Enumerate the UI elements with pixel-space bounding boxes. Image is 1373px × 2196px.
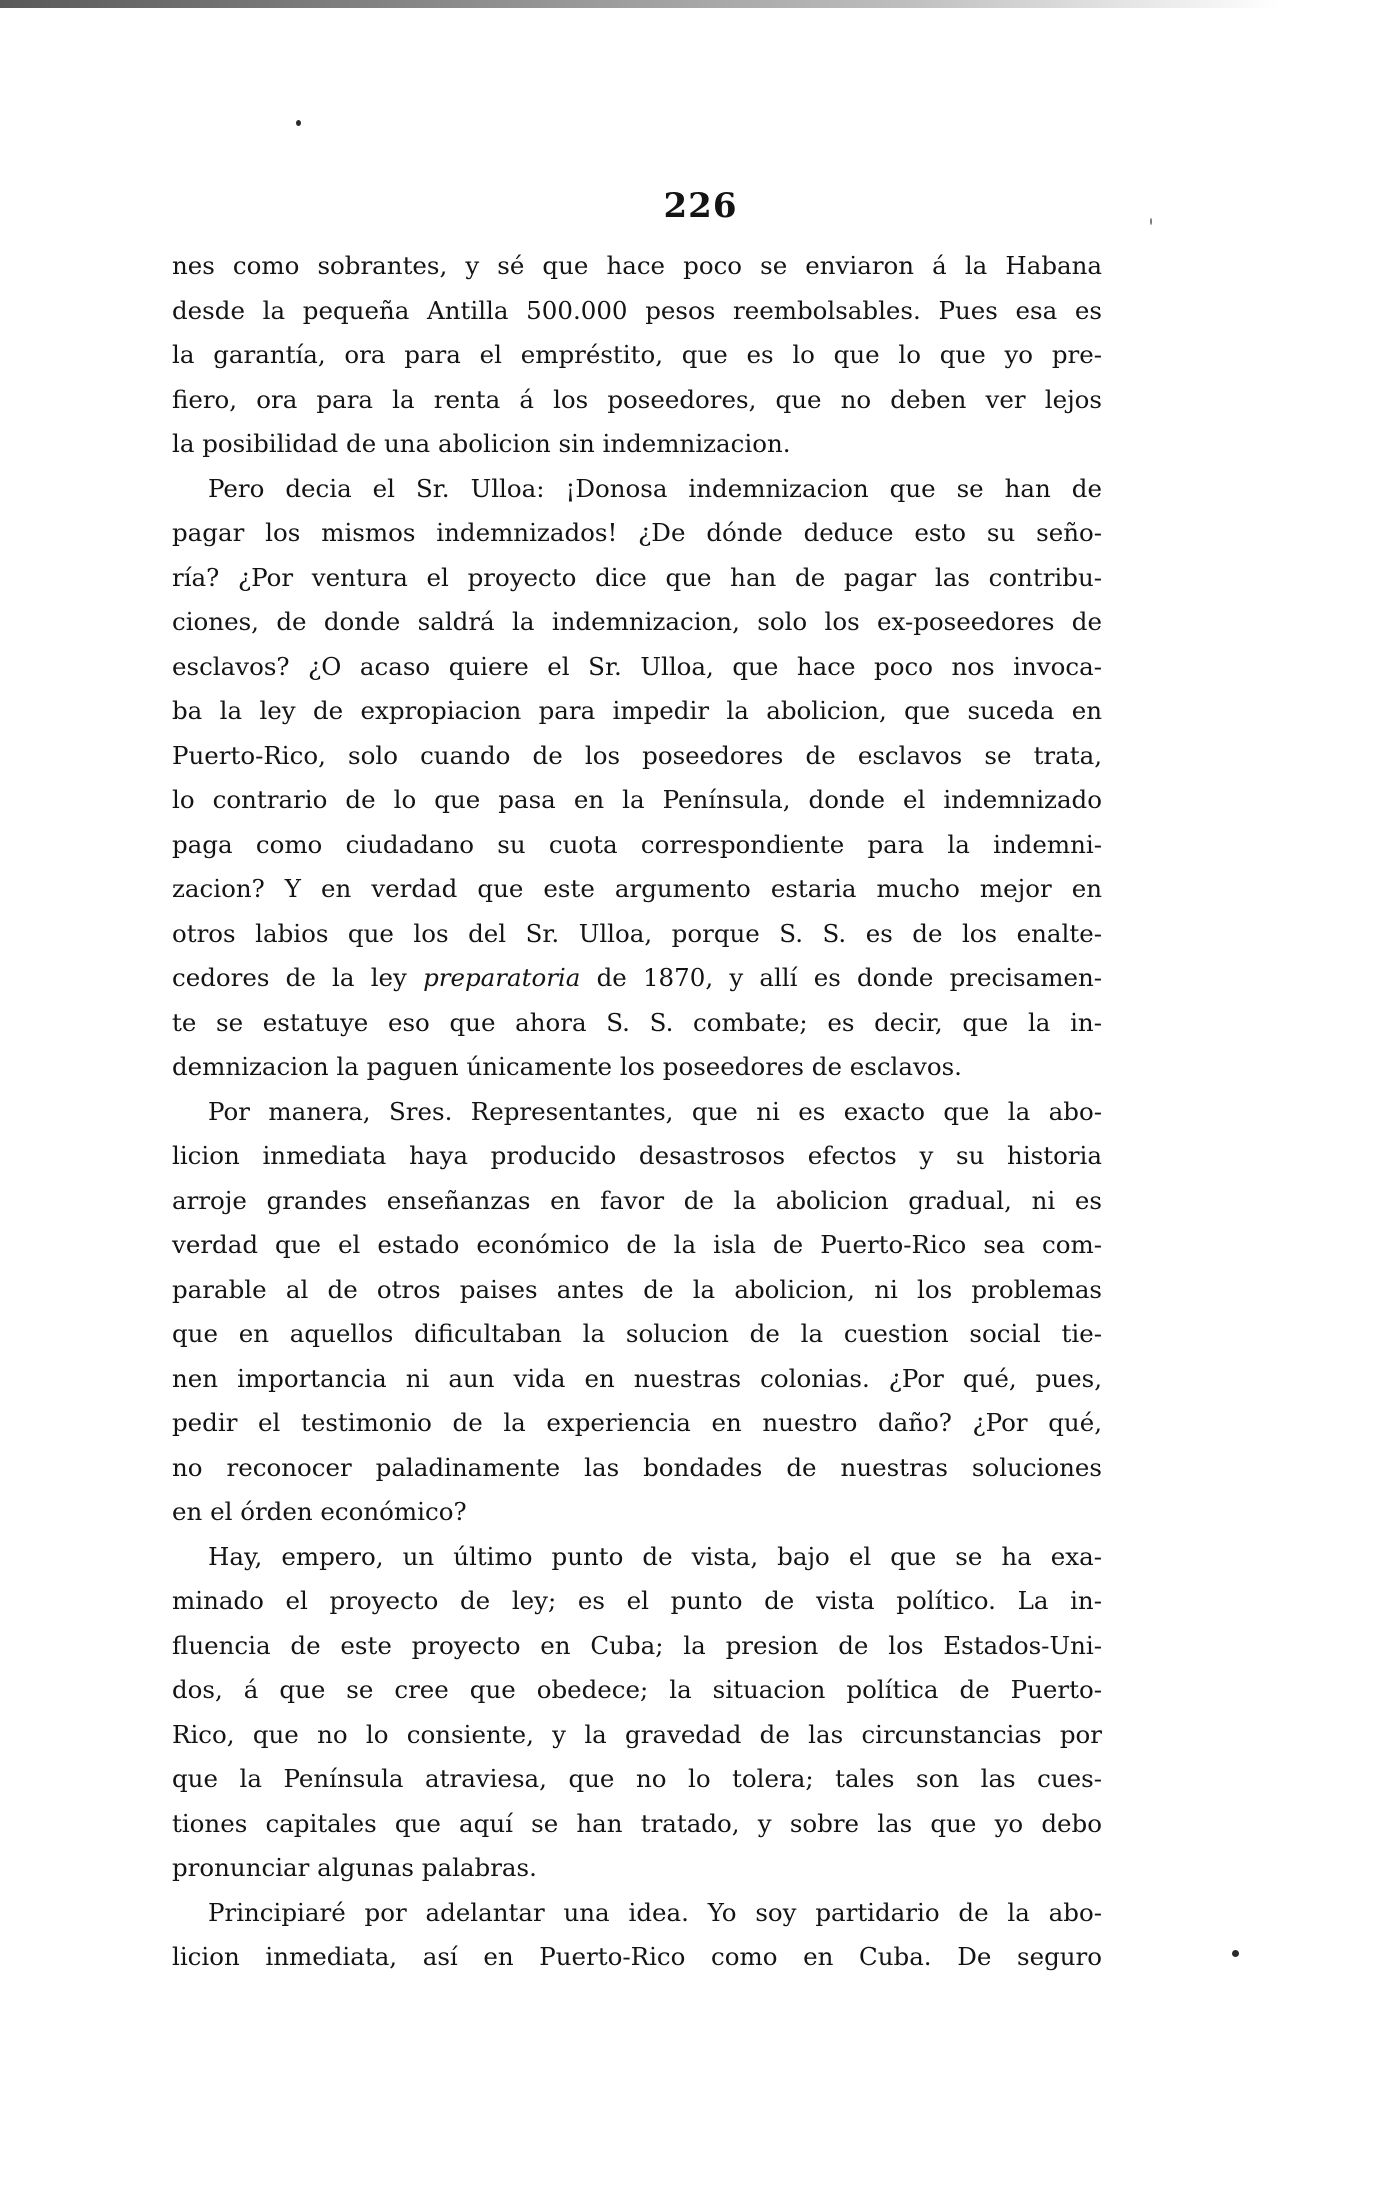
page-number: 226 [663,186,738,226]
text-line: la posibilidad de una abolicion sin indemnizacion. [172,429,791,458]
text-line: ba la ley de expropiacion para impedir la abolicion, que suceda en [172,696,1102,725]
text-line: fluencia de este proyecto en Cuba; la presion de los Estados-Uni- [172,1630,1102,1660]
text-line: demnizacion la paguen únicamente los poseedores de esclavos. [172,1052,962,1081]
text-line: Por manera, Sres. Representantes, que ni es exacto que la abo- [208,1096,1102,1126]
text-line: nen importancia ni aun vida en nuestras colonias. ¿Por qué, pues, [172,1363,1102,1393]
text-line: desde la pequeña Antilla 500.000 pesos reembolsables. Pues esa es [172,295,1102,325]
text-line: parable al de otros paises antes de la abolicion, ni los problemas [172,1274,1102,1304]
text-line: ciones, de donde saldrá la indemnizacion, solo los ex-poseedores de [172,607,1102,636]
scan-edge-shadow [0,0,1280,8]
text-line: arroje grandes enseñanzas en favor de la abolicion gradual, ni es [172,1185,1102,1215]
text-line: Pero decia el Sr. Ulloa: ¡Donosa indemnizacion que se han de [208,473,1102,503]
text-line: nes como sobrantes, y sé que hace poco se enviaron á la Habana [172,251,1102,280]
text-line: dos, á que se cree que obedece; la situacion política de Puerto- [172,1675,1102,1704]
italic-run: preparatoria [423,963,581,992]
text-line: licion inmediata haya producido desastrosos efectos y su historia [172,1141,1102,1170]
text-line: pedir el testimonio de la experiencia en nuestro daño? ¿Por qué, [172,1408,1102,1437]
text-line: lo contrario de lo que pasa en la Península, donde el indemnizado [172,785,1102,814]
text-line: pronunciar algunas palabras. [172,1853,537,1882]
text-line: verdad que el estado económico de la isla de Puerto-Rico sea com- [172,1230,1102,1259]
text-line: que la Península atraviesa, que no lo tolera; tales son las cues- [172,1764,1102,1793]
text-run: cedores de la ley [172,963,424,992]
text-line: Principiaré por adelantar una idea. Yo soy partidario de la abo- [208,1897,1102,1927]
text-line: tiones capitales que aquí se han tratado, y sobre las que yo debo [172,1808,1102,1838]
scan-speck [1232,1950,1239,1957]
text-line: licion inmediata, así en Puerto-Rico como en Cuba. De seguro [172,1942,1102,1971]
text-line: paga como ciudadano su cuota correspondiente para la indemni- [172,829,1102,859]
text-line: ría? ¿Por ventura el proyecto dice que han de pagar las contribu- [172,562,1102,592]
text-line: en el órden económico? [172,1497,467,1526]
body-text [172,244,1102,1980]
text-line: otros labios que los del Sr. Ulloa, porque S. S. es de los enalte- [172,918,1102,948]
text-line: Rico, que no lo consiente, y la gravedad de las circunstancias por [172,1719,1102,1749]
text-line [172,956,1102,1001]
text-line: fiero, ora para la renta á los poseedores, que no deben ver lejos [172,384,1102,414]
text-line: no reconocer paladinamente las bondades de nuestras soluciones [172,1452,1102,1482]
text-line: la garantía, ora para el empréstito, que es lo que lo que yo pre- [172,340,1102,369]
scan-speck [296,120,301,126]
text-line: pagar los mismos indemnizados! ¿De dónde deduce esto su seño- [172,518,1102,547]
text-line: te se estatuye eso que ahora S. S. combate; es decir, que la in- [172,1007,1102,1037]
text-line: esclavos? ¿O acaso quiere el Sr. Ulloa, que hace poco nos invoca- [172,651,1102,681]
text-line: que en aquellos dificultaban la solucion de la cuestion social tie- [172,1319,1102,1348]
text-line: Puerto-Rico, solo cuando de los poseedores de esclavos se trata, [172,740,1102,770]
text-line: zacion? Y en verdad que este argumento estaria mucho mejor en [172,874,1102,903]
text-line: Hay, empero, un último punto de vista, bajo el que se ha exa- [208,1541,1102,1571]
text-run: de 1870, y allí es donde precisamen- [580,963,1102,992]
text-line: minado el proyecto de ley; es el punto de vista político. La in- [172,1586,1102,1615]
